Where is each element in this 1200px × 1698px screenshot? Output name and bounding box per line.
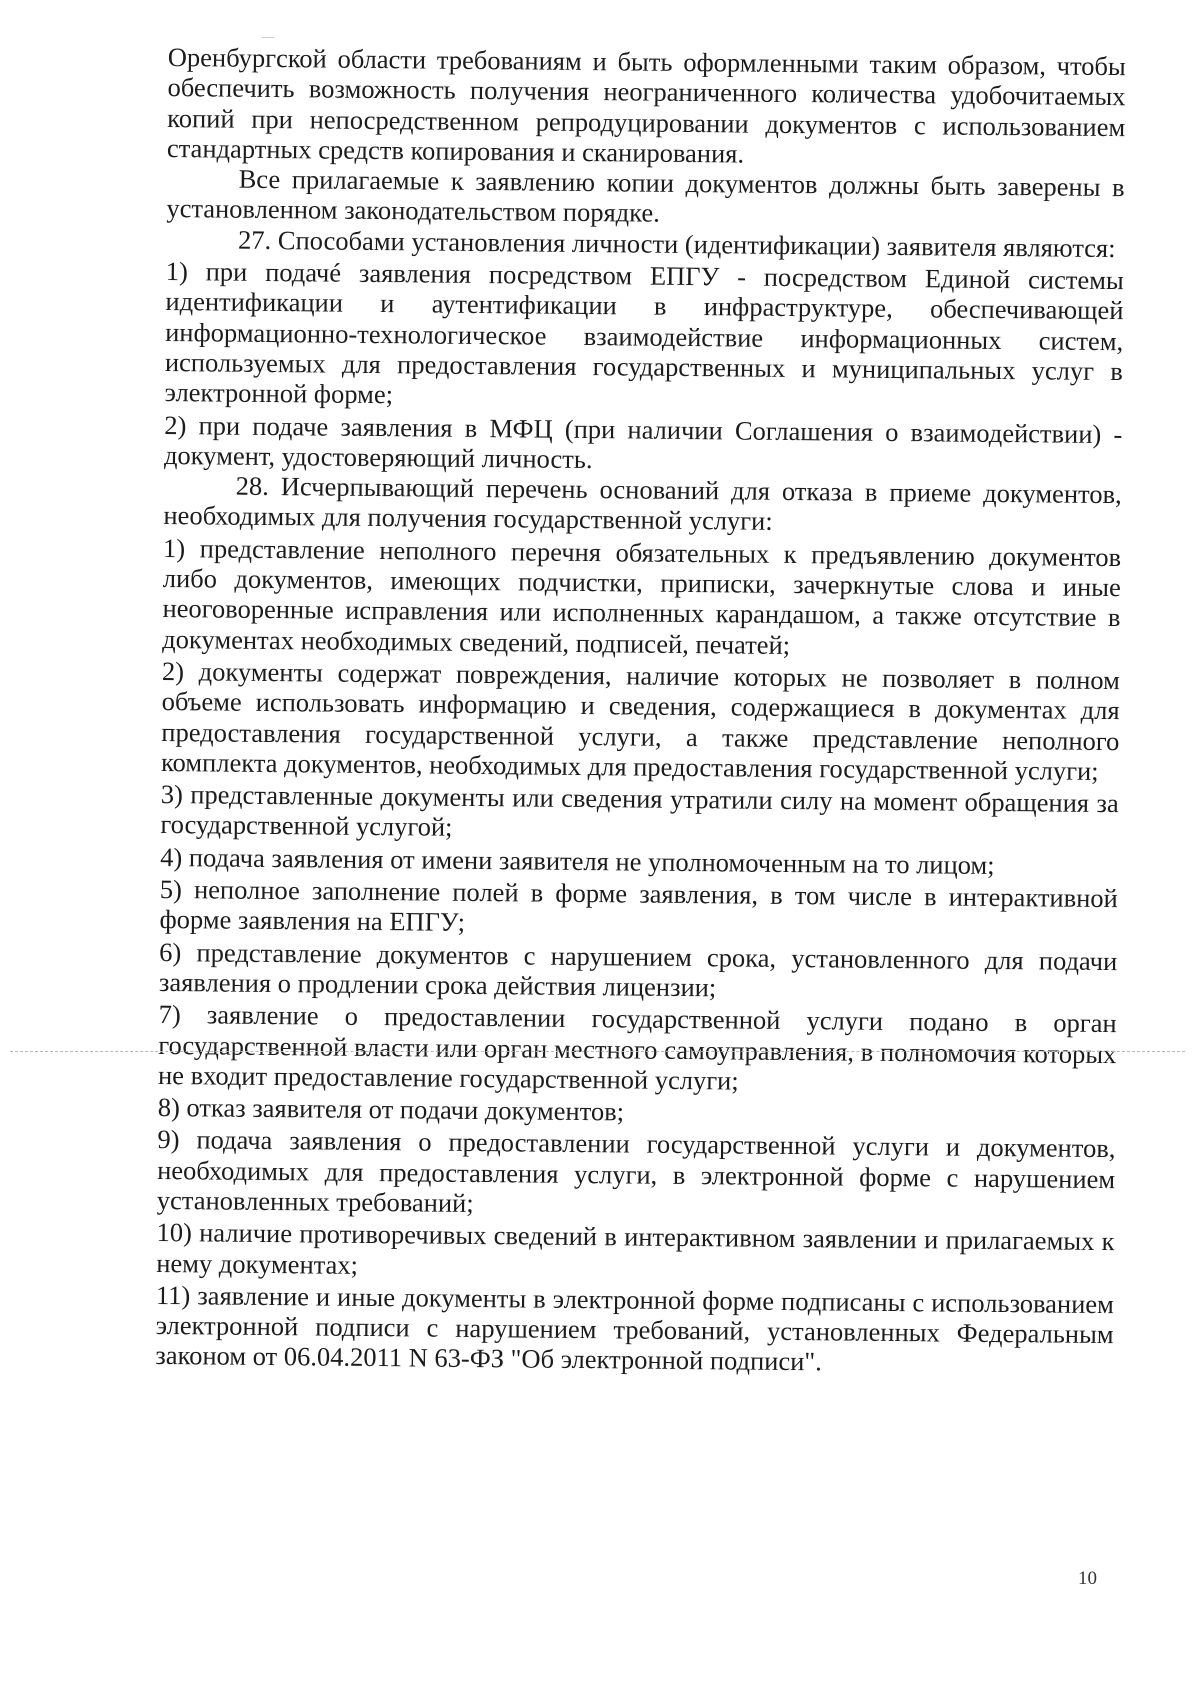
- list-item-28-1: 1) представление неполного перечня обязательных к предъявлению документов либо документов, имеющих подчистки, приписки, зачеркнутые слова и иные неоговоренные исправления или исполненных карандашом, а также отсутствие в документах необходимых сведений, подписей, печатей;: [162, 532, 1122, 660]
- paragraph-27-heading: 27. Способами установления личности (идентификации) заявителя являются:: [237, 224, 1116, 263]
- list-item-28-8: 8) отказ заявителя от подачи документов;: [157, 1092, 625, 1127]
- list-item-28-3: 3) представленные документы или сведения утратили силу на момент обращения за государственной услугой;: [160, 779, 1119, 843]
- list-item-28-10: 10) наличие противоречивых сведений в интерактивном заявлении и прилагаемых к нему документах;: [156, 1217, 1115, 1280]
- page-number: 10: [1078, 1568, 1097, 1589]
- list-item-28-2: 2) документы содержат повреждения, наличие которых не позволяет в полном объеме использовать информацию и сведения, содержащиеся в документах для предоставления государственной услуги, а также представление неполного комплекта документов, необходимых для предоставления государственной услуги;: [160, 655, 1121, 786]
- list-item-27-1: 1) при подачé заявления посредством ЕПГУ - посредством Единой системы идентификации и аутентификации в инфраструктуре, обеспечивающей информационно-технологическое взаимодействие информационных систем, используемых для предоставления государственных и муниципальных услуг в электронной форме;: [164, 256, 1124, 410]
- paragraph-28-heading: 28. Исчерпывающий перечень оснований для отказа в приеме документов, необходимых для получения государственной услуги:: [163, 470, 1122, 537]
- list-item-28-11: 11) заявление и иные документы в электронной форме подписаны с использованием электронной подписи с нарушением требований, установленных Федеральным законом от 06.04.2011 N 63-ФЗ "Об электронной подписи".: [155, 1279, 1115, 1377]
- paragraph-copies-certified: Все прилагаемые к заявлению копии документов должны быть заверены в установленном законодательством порядке.: [166, 163, 1125, 229]
- list-item-28-6: 6) представление документов с нарушением срока, установленного для подачи заявления о продлении срока действия лицензии;: [158, 936, 1118, 1003]
- scan-mark: [262, 37, 274, 38]
- document-body: [155, 42, 1126, 1380]
- list-item-28-9: 9) подача заявления о предоставлении государственной услуги и документов, необходимых для предоставления услуги, в электронной форме с нарушением установленных требований;: [156, 1124, 1116, 1218]
- list-item-28-7: 7) заявление о предоставлении государственной услуги подано в орган государственной власти или орган местного самоуправления, в полномочия которых не входит предоставление государственной услуги;: [157, 999, 1117, 1096]
- list-item-28-4: 4) подача заявления от имени заявителя не уполномоченным на то лицом;: [160, 841, 995, 880]
- paragraph-intro: Оренбургской области требованиям и быть оформленными таким образом, чтобы обеспечить возможность получения неограниченного количества удобочитаемых копий при непосредственном репродуцировании документов с использованием стандартных средств копирования и сканирования.: [166, 42, 1126, 169]
- list-item-28-5: 5) неполное заполнение полей в форме заявления, в том числе в интерактивной форме заявления на ЕПГУ;: [159, 873, 1118, 938]
- list-item-27-2: 2) при подаче заявления в МФЦ (при наличии Соглашения о взаимодействии) - документ, удостоверяющий личность.: [163, 409, 1123, 474]
- scan-artifact-line: [10, 1051, 1185, 1052]
